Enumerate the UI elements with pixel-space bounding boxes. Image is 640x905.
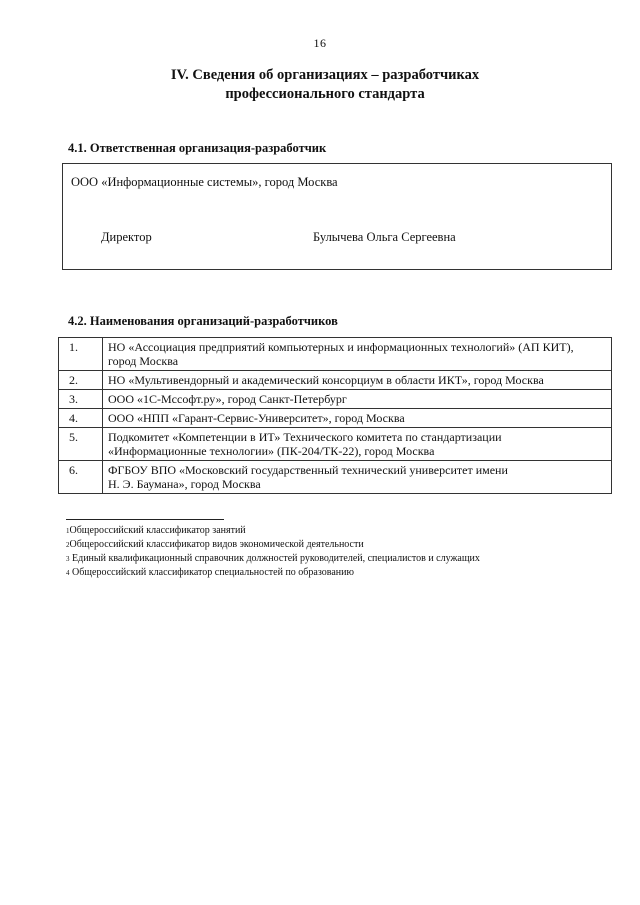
table-row <box>59 428 612 461</box>
footnote <box>66 552 480 566</box>
organization-line: Подкомитет «Компетенции в ИТ» Технического комитета по стандартизации <box>108 430 502 444</box>
organization-cell <box>103 390 612 409</box>
row-number: 4. <box>59 409 103 428</box>
footnote-divider <box>66 519 224 520</box>
director-role: Директор <box>101 230 152 244</box>
footnote-mark: 3 <box>66 555 70 563</box>
footnote-mark: 4 <box>66 569 70 577</box>
organization-line: НО «Ассоциация предприятий компьютерных и информационных технологий» (АП КИТ), <box>108 340 574 354</box>
organization-cell <box>103 409 612 428</box>
page-number: 16 <box>313 36 327 50</box>
subsection-heading-responsible: 4.1. Ответственная организация-разработчик <box>68 141 327 155</box>
organization-line: город Москва <box>108 354 179 368</box>
director-name: Булычева Ольга Сергеевна <box>313 230 456 244</box>
footnote-text: Единый квалификационный справочник должностей руководителей, специалистов и служащих <box>69 553 480 564</box>
footnote <box>66 566 480 580</box>
organization-cell <box>103 428 612 461</box>
organization-line: НО «Мультивендорный и академический консорциум в области ИКТ», город Москва <box>108 373 544 387</box>
footnotes <box>66 524 480 580</box>
section-title-line2: профессионального стандарта <box>225 86 425 102</box>
footnote-text: Общероссийский классификатор видов экономической деятельности <box>69 539 364 550</box>
developer-organizations-table <box>58 337 612 494</box>
row-number: 5. <box>59 428 103 461</box>
organization-cell <box>103 338 612 371</box>
table-row <box>59 461 612 494</box>
row-number: 2. <box>59 371 103 390</box>
organization-line: ООО «1С-Мссофт.ру», город Санкт-Петербург <box>108 392 347 406</box>
table-row <box>59 409 612 428</box>
section-title <box>60 66 590 104</box>
table-row <box>59 390 612 409</box>
organization-line: ФГБОУ ВПО «Московский государственный технический университет имени <box>108 463 508 477</box>
organization-line: Н. Э. Баумана», город Москва <box>108 477 261 491</box>
footnote-mark: 1 <box>66 527 70 535</box>
subsection-heading-developers: 4.2. Наименования организаций-разработчиков <box>68 314 338 328</box>
row-number: 1. <box>59 338 103 371</box>
organization-cell <box>103 371 612 390</box>
footnote-text: Общероссийский классификатор занятий <box>69 525 246 536</box>
organization-line: ООО «НПП «Гарант-Сервис-Университет», город Москва <box>108 411 405 425</box>
footnote <box>66 524 480 538</box>
footnote-text: Общероссийский классификатор специальностей по образованию <box>69 567 354 578</box>
row-number: 3. <box>59 390 103 409</box>
organization-cell <box>103 461 612 494</box>
table-row <box>59 338 612 371</box>
section-title-line1: IV. Сведения об организациях – разработчиках <box>170 67 480 83</box>
table-row <box>59 371 612 390</box>
row-number: 6. <box>59 461 103 494</box>
footnote <box>66 538 480 552</box>
responsible-organization-name: ООО «Информационные системы», город Москва <box>71 175 338 189</box>
footnote-mark: 2 <box>66 541 70 549</box>
responsible-organization-box <box>62 163 612 270</box>
organization-line: «Информационные технологии» (ПК-204/ТК-22), город Москва <box>108 444 435 458</box>
